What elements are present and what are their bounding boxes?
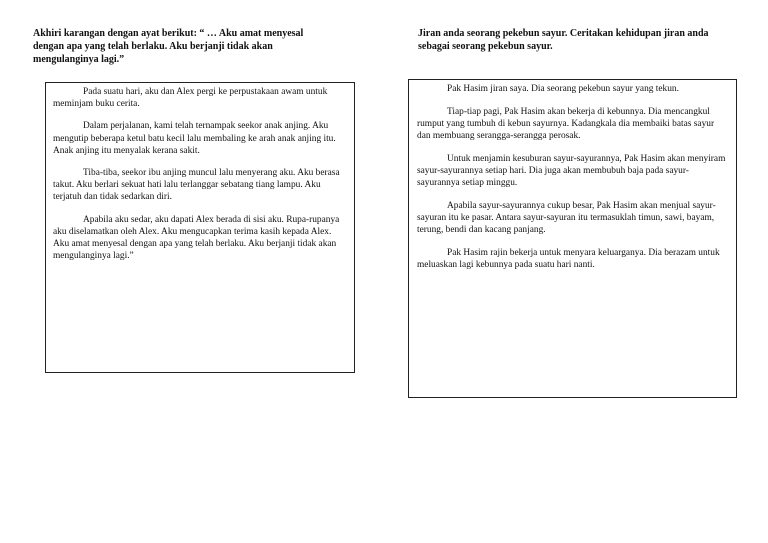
left-paragraph-1: Pada suatu hari, aku dan Alex pergi ke perpustakaan awam untuk meminjam buku cerita.: [53, 87, 328, 110]
right-paragraph-5: Pak Hasim rajin bekerja untuk menyara keluarganya. Dia berazam untuk meluaskan lagi kebunnya pada suatu hari nanti.: [417, 248, 720, 271]
right-paragraph-2: Tiap-tiap pagi, Pak Hasim akan bekerja di kebunnya. Dia mencangkul rumput yang tumbuh di kebun sayurnya. Kadangkala dia membaiki batas sayur dan membuang serangga-serangga perosak.: [417, 106, 715, 142]
left-essay-prompt: Akhiri karangan dengan ayat berikut: “ … Aku amat menyesal dengan apa yang telah berlaku. Aku berjanji tidak akan mengulanginya lagi.”: [33, 28, 304, 65]
right-paragraph-4: Apabila sayur-sayurannya cukup besar, Pak Hasim akan menjual sayur-sayuran itu ke pasar. Antara sayur-sayuran itu termasuklah timun, sawi, bayam, terung, bendi dan kacang panjang.: [417, 200, 716, 236]
right-essay-box: [408, 79, 737, 398]
right-paragraph-1: Pak Hasim jiran saya. Dia seorang pekebun sayur yang tekun.: [447, 84, 679, 94]
left-paragraph-2: Dalam perjalanan, kami telah ternampak seekor anak anjing. Aku mengutip beberapa ketul batu kecil lalu membaling ke arah anak anjing itu. Anak anjing itu menyalak kerana sakit.: [53, 121, 336, 156]
left-paragraph-3: Tiba-tiba, seekor ibu anjing muncul lalu menyerang aku. Aku berasa takut. Aku berlari sekuat hati lalu terlanggar sebatang tiang lampu. Aku terjatuh dan tidak sedarkan diri.: [53, 168, 340, 203]
right-essay-prompt: Jiran anda seorang pekebun sayur. Ceritakan kehidupan jiran anda sebagai seorang pekebun sayur.: [418, 28, 709, 52]
right-paragraph-3: Untuk menjamin kesuburan sayur-sayurannya, Pak Hasim akan menyiram sayur-sayurannya setiap hari. Dia juga akan membubuh baja pada sayur-sayurannya setiap minggu.: [417, 153, 726, 189]
left-paragraph-4: Apabila aku sedar, aku dapati Alex berada di sisi aku. Rupa-rupanya aku diselamatkan oleh Alex. Aku mengucapkan terima kasih kepada Alex. Aku amat menyesal dengan apa yang telah berlaku. Aku berjanji tidak akan mengulanginya lagi.”: [53, 214, 340, 262]
left-essay-box: [45, 82, 355, 373]
